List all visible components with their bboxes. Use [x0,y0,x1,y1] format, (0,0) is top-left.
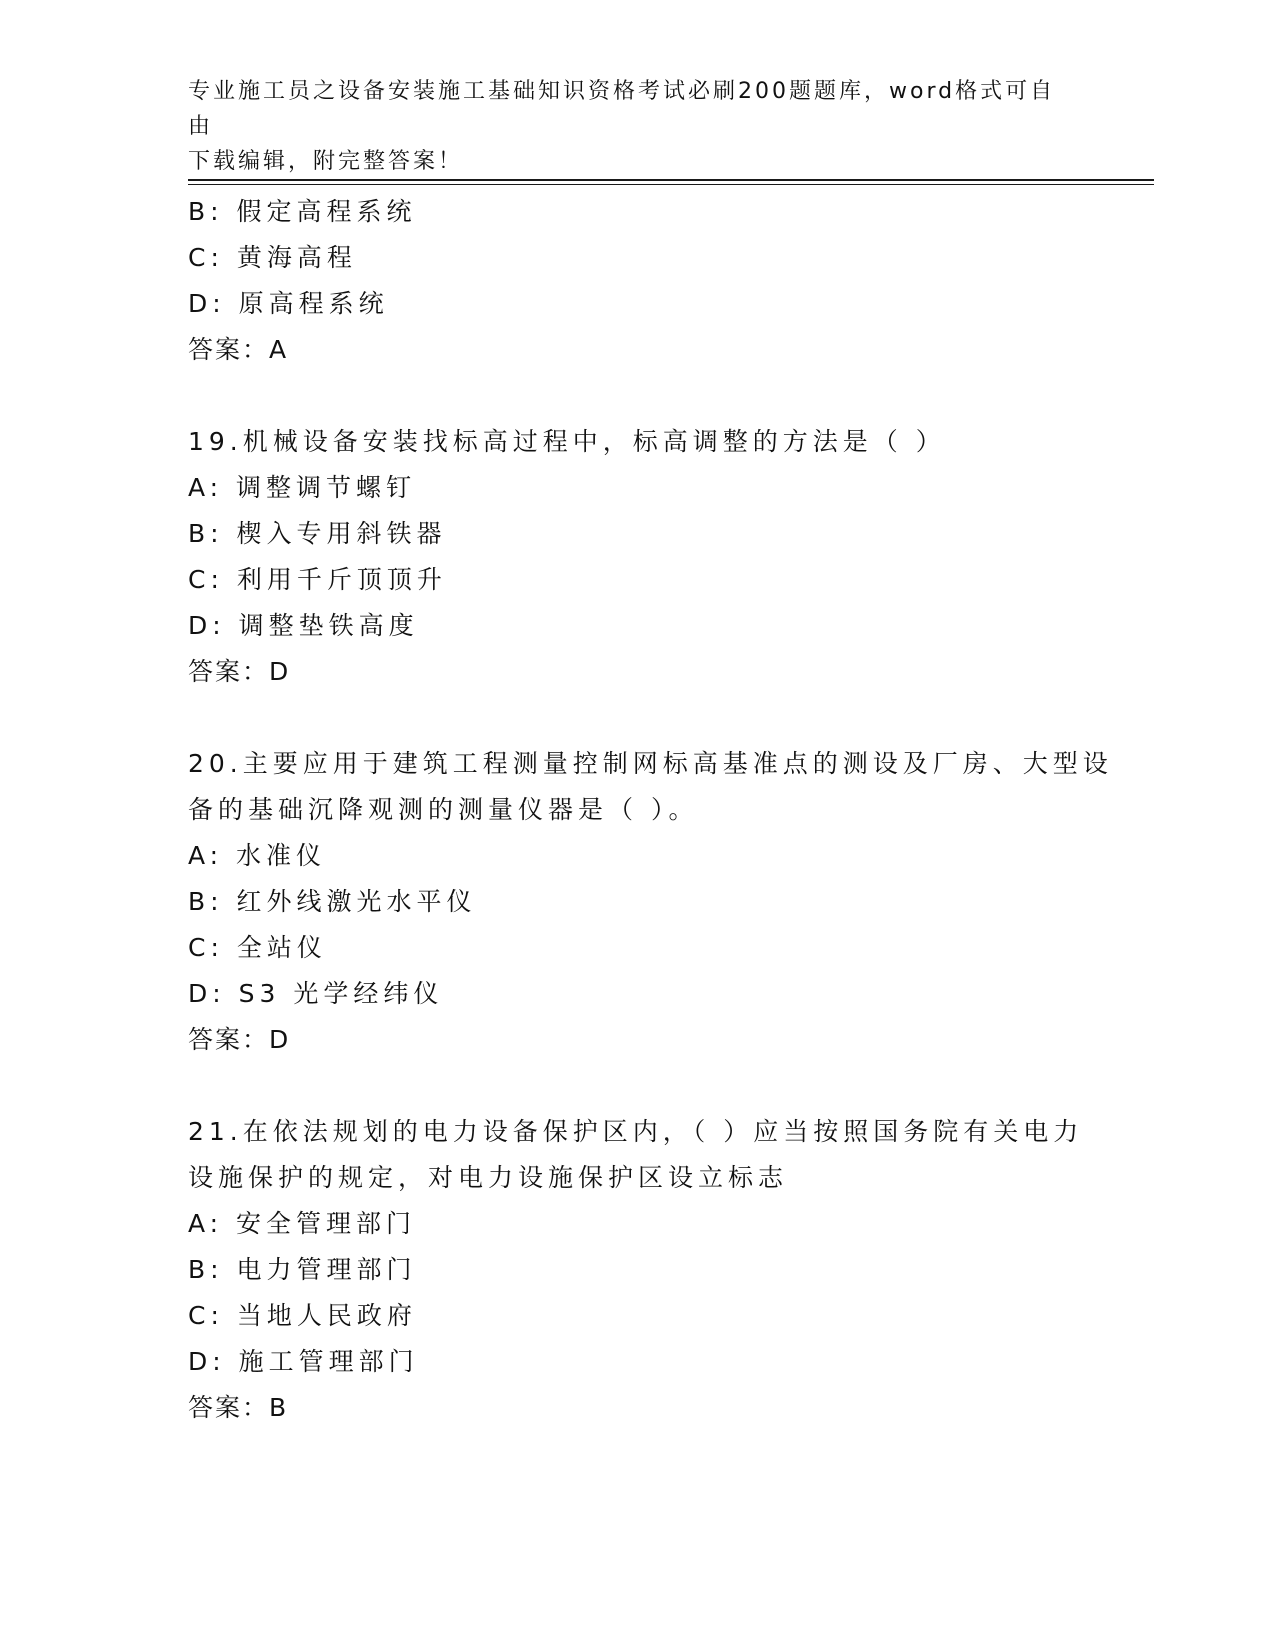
document-header [188,74,1068,179]
spacer [188,373,1088,419]
option-a: A: 安全管理部门 [188,1209,417,1238]
question-text-line-2: 设施保护的规定，对电力设施保护区设立标志 [188,1163,789,1192]
answer-line: 答案：A [188,335,289,364]
question-list [188,189,1113,1431]
option-c: C: 黄海高程 [188,243,357,272]
answer-line: 答案：D [188,1025,291,1054]
header-divider-thick [188,179,1154,181]
option-b: B: 假定高程系统 [188,197,417,226]
option-c: C: 当地人民政府 [188,1301,417,1330]
question-19 [188,419,1088,695]
option-c: C: 全站仪 [188,933,327,962]
question-text-line-1: 20.主要应用于建筑工程测量控制网标高基准点的测设及厂房、大型设 [188,749,1113,778]
spacer [188,1063,1088,1109]
spacer [188,695,1088,741]
header-divider-thin [188,184,1154,185]
answer-line: 答案：B [188,1393,289,1422]
option-c: C: 利用千斤顶顶升 [188,565,447,594]
question-21 [188,1109,1088,1431]
question-18-continuation [188,189,1088,373]
option-d: D: 施工管理部门 [188,1347,419,1376]
option-b: B: 电力管理部门 [188,1255,417,1284]
option-b: B: 红外线激光水平仪 [188,887,477,916]
option-a: A: 水准仪 [188,841,327,870]
question-20 [188,741,1113,1063]
header-title-line-2: 下载编辑，附完整答案！ [188,149,464,174]
option-b: B: 楔入专用斜铁器 [188,519,447,548]
option-d: D: S3 光学经纬仪 [188,979,444,1008]
question-text: 19.机械设备安装找标高过程中，标高调整的方法是（ ） [188,427,946,456]
option-d: D: 原高程系统 [188,289,389,318]
option-a: A: 调整调节螺钉 [188,473,417,502]
question-text-line-1: 21.在依法规划的电力设备保护区内，（ ）应当按照国务院有关电力 [188,1117,1084,1146]
question-text-line-2: 备的基础沉降观测的测量仪器是（ ）。 [188,795,699,824]
answer-line: 答案：D [188,657,291,686]
header-title-line-1: 专业施工员之设备安装施工基础知识资格考试必刷200题题库，word格式可自由 [188,79,1056,139]
option-d: D: 调整垫铁高度 [188,611,419,640]
